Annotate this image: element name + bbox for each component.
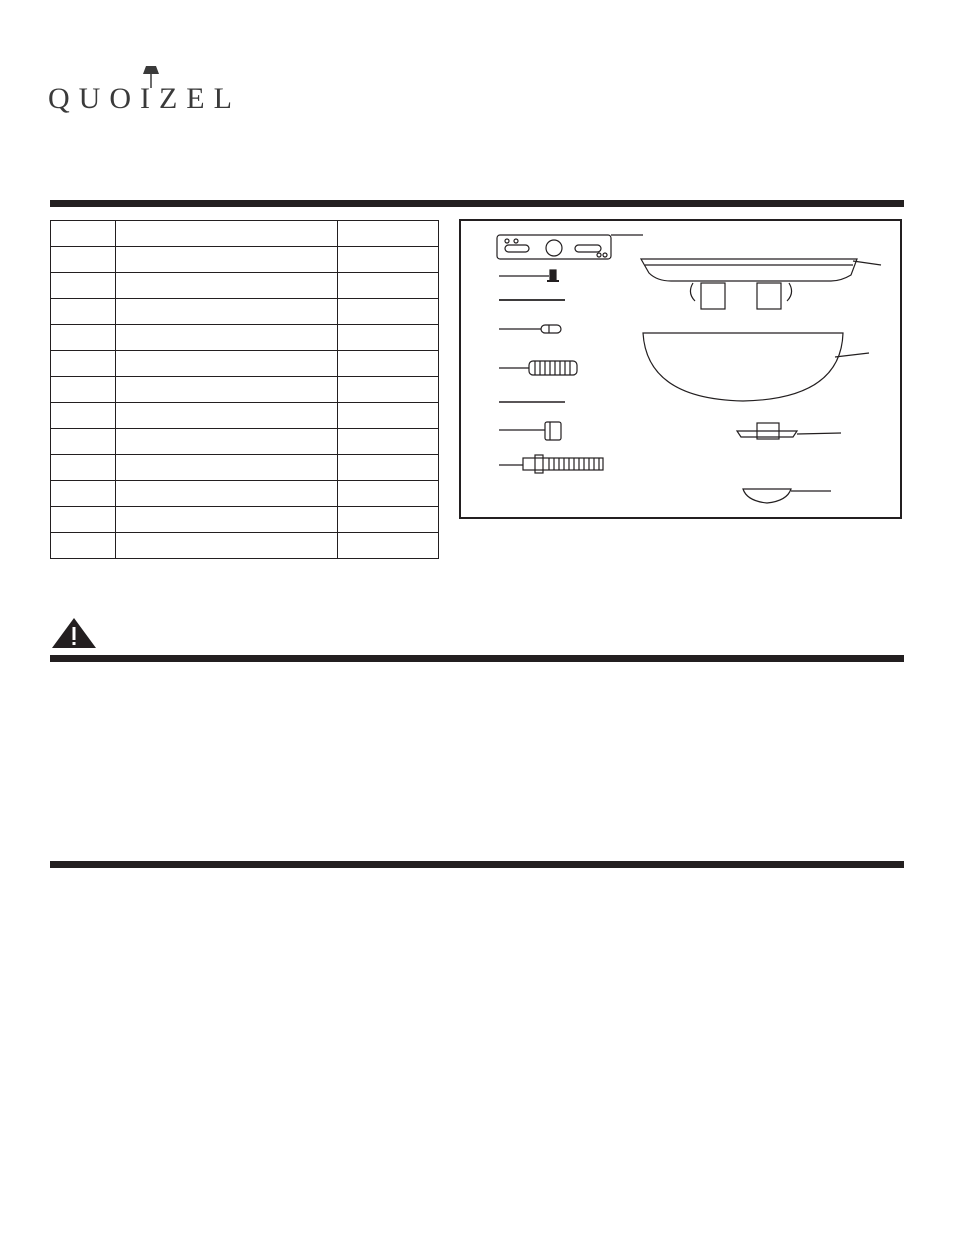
table-row [51,221,439,247]
table-cell [338,403,439,429]
table-row [51,429,439,455]
table-row [51,299,439,325]
brand-logo [48,62,248,122]
table-cell [338,221,439,247]
table-row [51,351,439,377]
table-cell [51,403,116,429]
table-cell [51,533,116,559]
fixture-canopy-icon [641,259,881,309]
table-cell [115,533,337,559]
table-cell [51,247,116,273]
section-divider-warning [50,655,904,662]
ground-screw-icon [499,270,559,281]
table-cell [115,273,337,299]
table-cell [51,351,116,377]
warning-triangle-icon [50,616,98,650]
section-divider-top [50,200,904,207]
table-cell [115,429,337,455]
table-cell [115,377,337,403]
table-cell [51,507,116,533]
table-row [51,455,439,481]
table-row [51,247,439,273]
hex-nut-icon [499,422,561,440]
parts-illustration [461,221,902,519]
table-cell [115,455,337,481]
threaded-coupling-icon [499,361,577,375]
table-cell [115,481,337,507]
table-cell [51,481,116,507]
table-cell [338,481,439,507]
parts-table [50,220,439,559]
table-cell [115,247,337,273]
parts-diagram [459,219,902,519]
table-cell [338,455,439,481]
table-row [51,325,439,351]
table-row [51,507,439,533]
table-cell [115,325,337,351]
table-cell [51,455,116,481]
table-cell [338,429,439,455]
table-cell [338,351,439,377]
table-row [51,273,439,299]
table-row [51,481,439,507]
table-cell [338,299,439,325]
table-row [51,403,439,429]
table-row [51,377,439,403]
logo-wordmark: QUOIZEL [48,82,241,115]
table-cell [51,299,116,325]
table-cell [115,403,337,429]
threaded-nipple-icon [499,455,603,473]
glass-bowl-icon [643,333,869,401]
mounting-bracket-icon [497,235,643,259]
table-cell [115,221,337,247]
table-cell [51,221,116,247]
table-cell [338,377,439,403]
table-cell [338,507,439,533]
center-bracket-icon [737,423,841,439]
table-cell [338,273,439,299]
decorative-finial-icon [743,489,831,503]
table-row [51,533,439,559]
wire-nut-icon [499,325,561,333]
section-divider-bottom [50,861,904,868]
table-cell [338,247,439,273]
table-cell [51,325,116,351]
table-cell [51,377,116,403]
table-cell [115,351,337,377]
table-cell [51,429,116,455]
table-cell [338,325,439,351]
table-cell [115,299,337,325]
table-cell [51,273,116,299]
table-cell [338,533,439,559]
table-cell [115,507,337,533]
